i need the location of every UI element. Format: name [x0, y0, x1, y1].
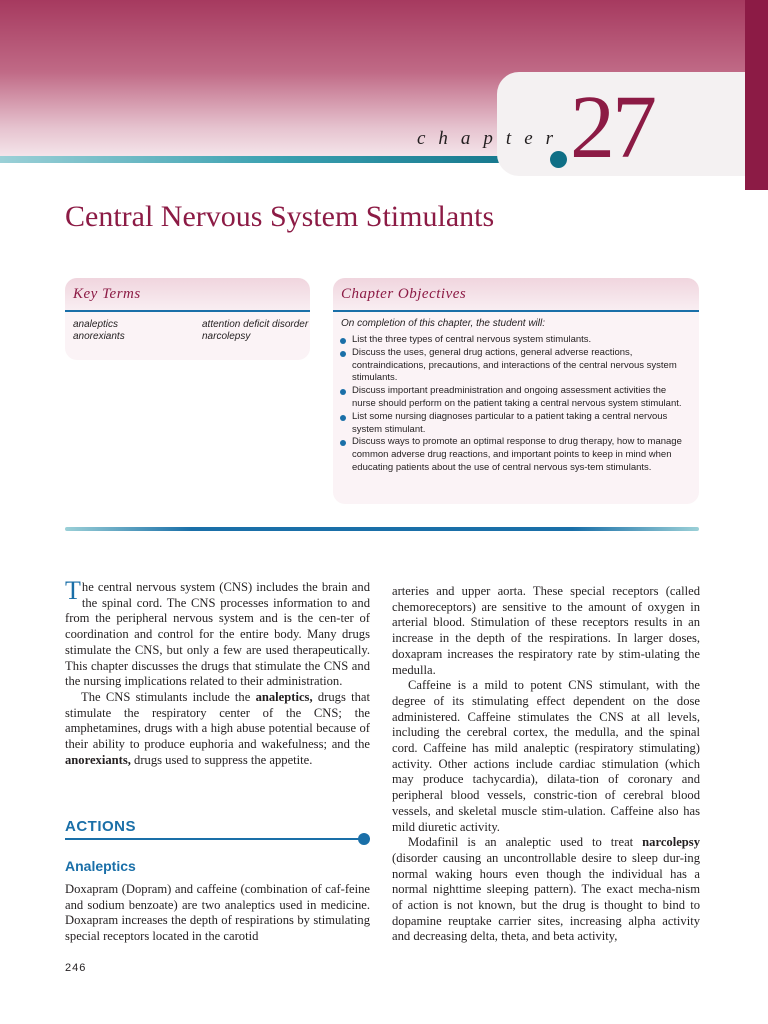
key-terms-header: [65, 278, 310, 312]
chemoreceptor-paragraph: arteries and upper aorta. These special receptors (called chemoreceptors) are sensitive to the amount of oxygen in arterial blood. Stimulation of these receptors results in an increase in the depth of the respirations. In larger doses, doxapram increases the respiratory rate by stim-ulating the medulla.: [392, 584, 700, 677]
key-term: narcolepsy: [202, 331, 251, 342]
term-analeptics: analeptics,: [255, 689, 313, 704]
objective-item: Discuss ways to promote an optimal response to drug therapy, how to manage common adverse drug reactions, and important points to keep in mind when educating patients about the use of central nervous sys-tem stimulants.: [339, 436, 691, 474]
objectives-intro: On completion of this chapter, the student will:: [341, 318, 545, 329]
chapter-number: 27: [570, 78, 654, 177]
objectives-list: [339, 334, 691, 475]
objectives-header: [333, 278, 699, 312]
section-heading-dot: [358, 833, 370, 845]
key-terms-heading: Key Terms: [73, 286, 141, 302]
section-heading-rule: [65, 838, 361, 840]
text-run: The CNS stimulants include the: [81, 689, 256, 704]
key-terms-box: [65, 278, 310, 360]
key-term: analeptics: [73, 319, 119, 330]
header-rule-dot: [550, 151, 567, 168]
drop-cap: T: [65, 576, 81, 605]
objectives-heading: Chapter Objectives: [341, 286, 467, 302]
term-anorexiants: anorexiants,: [65, 752, 131, 767]
text-run: drugs that stimulate the respiratory center of the CNS; the amphetamines, drugs with a high abuse potential because of their ability to produce euphoria and wakefulness; and the: [65, 689, 370, 752]
text-run: drugs used to suppress the appetite.: [130, 752, 313, 767]
key-term: anorexiants: [73, 331, 125, 342]
objective-item: List some nursing diagnoses particular to a patient taking a central nervous system stimulant.: [339, 411, 691, 437]
chapter-objectives-box: [333, 278, 699, 504]
intro-paragraph: [65, 576, 370, 690]
key-term: attention deficit disorder: [202, 319, 309, 330]
body-column-left: [65, 576, 370, 768]
header-side-bar: [745, 0, 768, 190]
text-run: (disorder causing an uncontrollable desire to sleep dur-ing normal waking hours even though the individual has a normal nighttime sleeping pattern). The exact mecha-nism of action is not known, but the drug is thought to bind to dopamine reuptake carrier sites, increasing alpha activity and decreasing delta, theta, and beta activity,: [392, 850, 700, 944]
term-narcolepsy: narcolepsy: [642, 835, 700, 850]
intro-text: he central nervous system (CNS) includes the brain and the spinal cord. The CNS processes information to and from the peripheral nervous system and is the cen-ter of coordination and control for the entire body. Many drugs stimulate the CNS, but only a few are used therapeutically. This chapter discusses the drugs that stimulate the CNS and the nursing implications related to their administration.: [65, 580, 370, 689]
section-divider: [65, 527, 699, 531]
header-rule: [0, 156, 558, 163]
objective-item: Discuss the uses, general drug actions, general adverse reactions, contraindications, precautions, and interactions of the central nervous system stimulants.: [339, 347, 691, 385]
page-number: 246: [65, 962, 87, 974]
page-title: Central Nervous System Stimulants: [65, 200, 495, 233]
text-run: Modafinil is an analeptic used to treat: [408, 835, 643, 850]
objective-item: Discuss important preadministration and ongoing assessment activities the nurse should perform on the patient taking a central nervous system stimulant.: [339, 385, 691, 411]
caffeine-paragraph: Caffeine is a mild to potent CNS stimulant, with the degree of its stimulating effect dependent on the dose administered. Caffeine stimulates the CNS at all levels, including the cerebral cortex, the medulla, and the spinal cord. Caffeine has mild analeptic (respiratory stimulating) activity. Other actions include cardiac stimulation (which may produce tachycardia), dilata-tion of coronary and peripheral blood vessels, constric-tion of cerebral blood vessels, and skeletal muscle stim-ulation. Caffeine also has mild diuretic activity.: [392, 678, 700, 834]
subsection-heading: Analeptics: [65, 858, 136, 874]
body-column-right: [392, 584, 700, 945]
body-column-left-lower: [65, 882, 370, 945]
chapter-label: chapter: [417, 128, 567, 149]
section-heading: ACTIONS: [65, 818, 136, 835]
analeptics-paragraph: Doxapram (Dopram) and caffeine (combination of caf-feine and sodium benzoate) are two analeptics used in medicine. Doxapram increases the depth of respirations by stimulating special receptors located in the carotid: [65, 882, 370, 944]
stimulants-paragraph: [65, 690, 370, 769]
objective-item: List the three types of central nervous system stimulants.: [339, 334, 691, 347]
modafinil-paragraph: [392, 835, 700, 945]
